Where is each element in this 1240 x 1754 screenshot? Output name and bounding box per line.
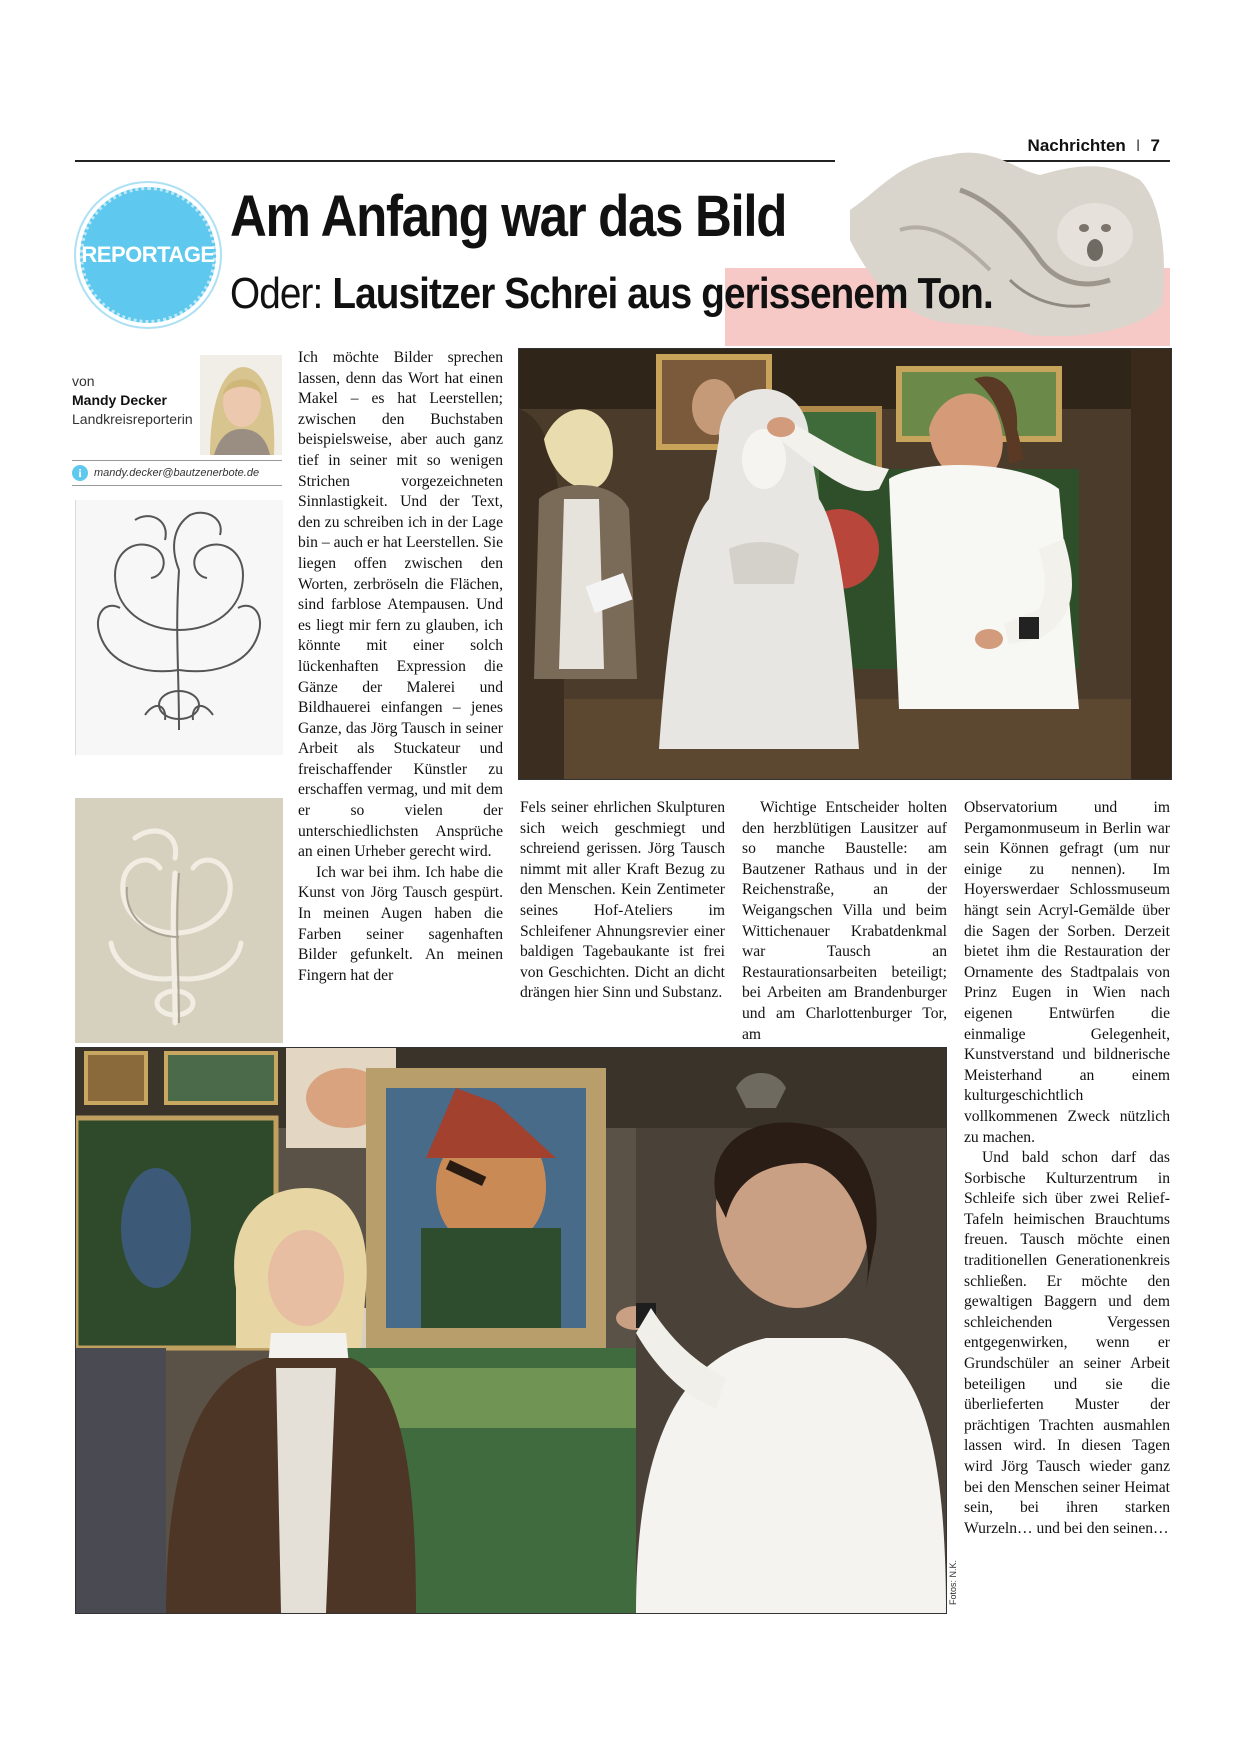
paragraph: Fels seiner ehrlichen Skulpturen sich weich geschmiegt und schreiend gerissen. Jörg Tausch nimmt mit aller Kraft Bezug zu den Menschen. Kein Zentimeter seines Hof-Ateliers im Schleifener Ahnungsrevier einer baldigen Tagebaukante ist frei von Geschichten. Dicht an dicht drängen hier Sinn und Substanz. <box>520 799 725 1002</box>
info-icon: i <box>72 465 88 481</box>
headline-subtitle <box>230 269 993 318</box>
author-byline <box>72 372 193 429</box>
author-photo <box>200 355 282 455</box>
photo-conversation-painting <box>75 1047 947 1614</box>
badge-label: REPORTAGE <box>81 242 215 267</box>
paragraph: Observatorium und im Pergamonmuseum in Berlin war sein Können gefragt (um nur einige zu nennen). Im Hoyerswerdaer Schlossmuseum hängt sein Acryl-Gemälde über die Sagen der Sorben. Derzeit bietet ihm die Restauration der Ornamente des Stadtpalais von Prinz Eugen in Wien nach eigenen Entwürfen die einmalige Gelegenheit, Kunstverstand und bildnerische Meisterhand an einem kulturgeschichtlich vollkommenen Zweck nützlich zu machen. <box>964 799 1170 1146</box>
paragraph: Ich war bei ihm. Ich habe die Kunst von Jörg Tausch gespürt. In meinen Augen haben die Farben seiner sagenhaften Bilder gefunkelt. An meinen Fingern hat der <box>298 863 503 984</box>
article-column-1 <box>298 348 503 986</box>
header-rule-left <box>75 160 835 162</box>
paragraph: Wichtige Entscheider holten den herzblütigen Lausitzer auf so manche Baustelle: am Bautzener Rathaus und in der Reichenstraße, an der Weigangschen Villa und beim Wittichenauer Krabatdenkmal war Tausch an Restaurationsarbeiten beteiligt; bei Arbeiten am Brandenburger und am Charlottenburger Tor, am <box>742 799 947 1043</box>
article-column-2 <box>520 798 725 1004</box>
article-column-4 <box>964 798 1170 1539</box>
photo-artist-with-statue <box>518 348 1172 780</box>
author-role: Landkreisreporterin <box>72 411 193 427</box>
page-number: 7 <box>1150 136 1160 155</box>
author-email[interactable]: mandy.decker@bautzenerbote.de <box>94 467 260 479</box>
paragraph: Und bald schon darf das Sorbische Kulturzentrum in Schleife sich über zwei Relief-Tafeln heimischen Brauchtums freuen. Tausch möchte einen traditionellen Generationenkreis schließen. Er möchte den gewaltigen Baggern und dem schleichenden Vergessen entgegenwirken, wenn er Grundschüler an seiner Arbeit beteiligen und sie die überlieferten Muster der prächtigen Trachten ausmahlen lassen wird. In diesen Tagen wird Jörg Tausch wieder ganz bei den Menschen seiner Heimat sein, bei ihren starken Wurzeln… und bei den seinen… <box>964 1149 1170 1537</box>
author-contact <box>72 460 282 486</box>
section-name: Nachrichten <box>1027 136 1126 155</box>
ornament-drawing <box>75 500 283 755</box>
author-name: Mandy Decker <box>72 392 167 408</box>
article-column-3 <box>742 798 947 1045</box>
subtitle-main: Lausitzer Schrei aus gerissenem Ton. <box>332 269 993 318</box>
paragraph: Ich möchte Bilder sprechen lassen, denn das Wort hat einen Makel – es hat Leerstellen; zwischen den Buchstaben beispielsweise, aber auch ganz tief in seiner mit so wenigen Strichen vorgezeichneten Sinnlastigkeit. Und der Text, den zu schreiben ich in der Lage bin – auch er hat Leerstellen. Sie liegen offen zwischen den Worten, zerbröseln die Flächen, sind farblose Atempausen. Und es liegt mir fern zu glauben, ich könnte mit einer solch lückenhaften Expression die Gänze der Malerei und Bildhauerei einfangen – jenes Ganze, das Jörg Tausch in seiner Arbeit als Stuckateur und freischaffender Künstler zu erschaffen vermag, und mit dem er so vielen der unterschiedlichsten Ansprüche an einen Urheber gerecht wird. <box>298 349 503 861</box>
subtitle-prefix: Oder: <box>230 269 323 318</box>
ornament-relief-photo <box>75 798 283 1043</box>
reportage-badge <box>80 187 216 323</box>
section-separator: I <box>1135 136 1141 155</box>
headline-title: Am Anfang war das Bild <box>230 184 787 249</box>
author-by: von <box>72 373 95 389</box>
photo-credit: Fotos: N.K. <box>948 1559 958 1605</box>
